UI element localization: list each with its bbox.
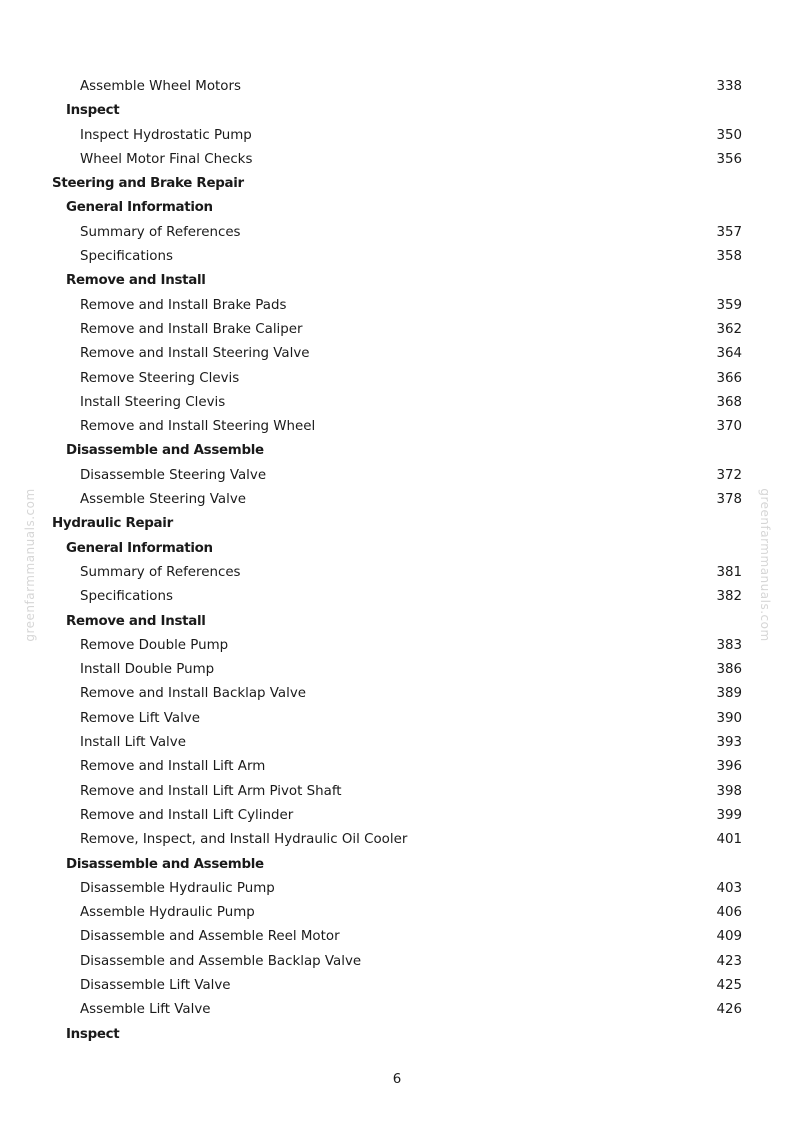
toc-title: Remove and Install Brake Caliper (80, 321, 303, 337)
toc-entry[interactable] (0, 950, 794, 974)
toc-title: Install Double Pump (80, 662, 215, 678)
toc-section-heading (0, 512, 794, 536)
toc-entry[interactable] (0, 658, 794, 682)
toc-title: Disassemble and Assemble Reel Motor (80, 929, 340, 945)
toc-subsection-heading (0, 610, 794, 634)
toc-title: Remove and Install Steering Wheel (80, 419, 316, 435)
toc-page-number: 386 (716, 662, 742, 678)
toc-title: Disassemble Hydraulic Pump (80, 880, 275, 896)
toc-title: Assemble Wheel Motors (80, 79, 241, 94)
toc-page-number: 399 (716, 807, 742, 823)
toc-page-number: 425 (716, 977, 742, 993)
toc-page-number: 401 (716, 832, 742, 848)
toc-page-number: 381 (716, 564, 742, 580)
toc-entry[interactable] (0, 707, 794, 731)
toc-entry[interactable] (0, 877, 794, 901)
toc-subsection-heading (0, 439, 794, 463)
toc-entry[interactable] (0, 634, 794, 658)
toc-entry[interactable] (0, 367, 794, 391)
toc-entry[interactable] (0, 780, 794, 804)
toc-entry[interactable] (0, 682, 794, 706)
toc-title: Remove Steering Clevis (80, 370, 240, 386)
toc-title: Remove, Inspect, and Install Hydraulic Oil Cooler (80, 832, 408, 848)
toc-entry[interactable] (0, 731, 794, 755)
toc-title: Inspect (66, 103, 120, 119)
toc-page-number: 378 (716, 492, 742, 508)
toc-title: Disassemble and Assemble (66, 856, 264, 872)
toc-title: Assemble Lift Valve (80, 1002, 211, 1018)
toc-page-number: 403 (716, 880, 742, 896)
toc-subsection-heading (0, 269, 794, 293)
toc-title: Inspect (66, 1026, 120, 1042)
toc-title: Remove and Install (66, 273, 206, 289)
toc-entry[interactable] (0, 342, 794, 366)
toc-title: Summary of References (80, 564, 241, 580)
toc-title: Disassemble and Assemble Backlap Valve (80, 953, 362, 969)
toc-page-number: 409 (716, 929, 742, 945)
toc-title: Inspect Hydrostatic Pump (80, 127, 252, 143)
toc-section-heading (0, 172, 794, 196)
toc-page-number: 338 (716, 79, 742, 94)
toc-title: Disassemble Steering Valve (80, 467, 267, 483)
toc-entry[interactable] (0, 755, 794, 779)
toc-page-number: 393 (716, 735, 742, 751)
toc-entry[interactable] (0, 804, 794, 828)
toc-page-number: 382 (716, 589, 742, 605)
toc-title: Assemble Hydraulic Pump (80, 905, 255, 921)
toc-entry[interactable] (0, 75, 794, 99)
toc-title: Install Lift Valve (80, 735, 186, 751)
toc-subsection-heading (0, 1023, 794, 1047)
toc-title: Specifications (80, 249, 173, 265)
toc-entry[interactable] (0, 415, 794, 439)
toc-page-number: 406 (716, 905, 742, 921)
toc-title: Remove and Install Lift Cylinder (80, 807, 294, 823)
page-number: 6 (392, 1072, 402, 1087)
toc-entry[interactable] (0, 828, 794, 852)
toc-title: Remove and Install Backlap Valve (80, 686, 307, 702)
toc-subsection-heading (0, 853, 794, 877)
toc-title: Remove Double Pump (80, 637, 229, 653)
toc-page-number: 364 (716, 346, 742, 362)
toc-page-number: 426 (716, 1002, 742, 1018)
toc-title: Remove and Install (66, 613, 206, 629)
toc-title: Summary of References (80, 224, 241, 240)
toc-entry[interactable] (0, 391, 794, 415)
toc-entry[interactable] (0, 294, 794, 318)
watermark-right: greenfarmmanuals.com (758, 488, 772, 642)
toc-page-number: 383 (716, 637, 742, 653)
toc-page-number: 389 (716, 686, 742, 702)
toc-entry[interactable] (0, 901, 794, 925)
toc-title: Hydraulic Repair (52, 516, 173, 532)
watermark-left: greenfarmmanuals.com (23, 488, 37, 642)
toc-entry[interactable] (0, 998, 794, 1022)
toc-title: Assemble Steering Valve (80, 492, 247, 508)
toc-entry[interactable] (0, 124, 794, 148)
toc-page-number: 368 (716, 394, 742, 410)
toc-title: General Information (66, 540, 213, 556)
toc-page-number: 357 (716, 224, 742, 240)
toc-page-number: 398 (716, 783, 742, 799)
toc-page-number: 356 (716, 151, 742, 167)
toc-title: Remove and Install Brake Pads (80, 297, 287, 313)
toc-entry[interactable] (0, 464, 794, 488)
toc-subsection-heading (0, 99, 794, 123)
toc-page-number: 370 (716, 419, 742, 435)
toc-entry[interactable] (0, 561, 794, 585)
toc-subsection-heading (0, 537, 794, 561)
toc-page-number: 359 (716, 297, 742, 313)
toc-page-number: 366 (716, 370, 742, 386)
toc-page-number: 372 (716, 467, 742, 483)
toc-page-number: 350 (716, 127, 742, 143)
toc-page-number: 396 (716, 759, 742, 775)
toc-title: Install Steering Clevis (80, 394, 226, 410)
table-of-contents (0, 75, 794, 1047)
toc-title: Remove and Install Steering Valve (80, 346, 310, 362)
toc-title: General Information (66, 200, 213, 216)
toc-entry[interactable] (0, 148, 794, 172)
toc-title: Specifications (80, 589, 173, 605)
toc-page-number: 358 (716, 249, 742, 265)
toc-title: Steering and Brake Repair (52, 176, 244, 192)
toc-entry[interactable] (0, 221, 794, 245)
toc-entry[interactable] (0, 925, 794, 949)
toc-title: Remove and Install Lift Arm (80, 759, 266, 775)
toc-entry[interactable] (0, 974, 794, 998)
toc-title: Disassemble and Assemble (66, 443, 264, 459)
toc-entry[interactable] (0, 245, 794, 269)
toc-title: Remove and Install Lift Arm Pivot Shaft (80, 783, 342, 799)
toc-entry[interactable] (0, 318, 794, 342)
toc-title: Wheel Motor Final Checks (80, 151, 253, 167)
toc-page-number: 390 (716, 710, 742, 726)
toc-entry[interactable] (0, 585, 794, 609)
toc-entry[interactable] (0, 488, 794, 512)
toc-title: Disassemble Lift Valve (80, 977, 231, 993)
toc-page-number: 362 (716, 321, 742, 337)
toc-subsection-heading (0, 196, 794, 220)
toc-title: Remove Lift Valve (80, 710, 200, 726)
toc-page-number: 423 (716, 953, 742, 969)
